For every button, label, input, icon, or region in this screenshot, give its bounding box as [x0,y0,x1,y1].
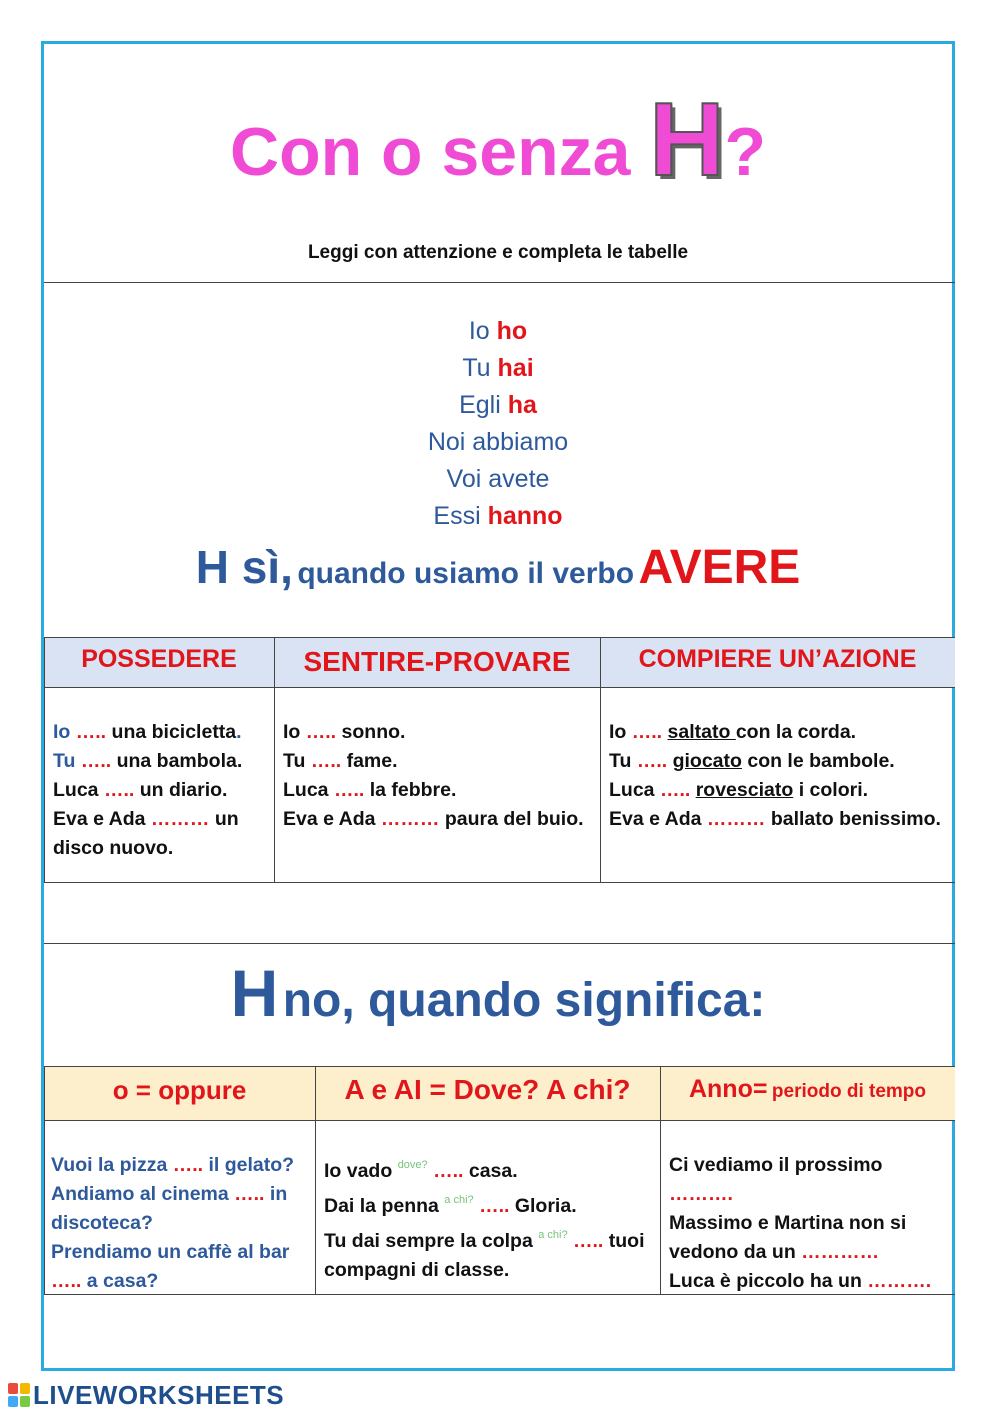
header-anno: Anno= periodo di tempo [688,1075,927,1103]
header-oppure: o = oppure [112,1075,247,1105]
page-title [41,82,955,198]
sentence: Io ….. saltato con la corda. [609,721,857,743]
header-a-ai: A e AI = Dove? A chi? [344,1074,631,1105]
table2-top-line [44,1066,955,1067]
sentence: Io ….. una bicicletta. [53,721,242,743]
oppure-sentences: Vuoi la pizza ….. il gelato? Andiamo al cinema ….. in discoteca? Prendiamo un caffè al bar ….. a casa? [51,1154,295,1292]
sentence: Luca ….. rovesciato i colori. [609,779,869,801]
title-big-h: H [649,82,725,198]
conjugation-list [41,313,955,535]
divider-middle [44,943,955,944]
conjugation-row: Egli ha [459,391,537,419]
h-si-heading: H sì, quando usiamo il verbo AVERE [195,541,801,594]
a-ai-sentences: Io vado $^{dove?}$ ….. casa. Dai la penna $^{a chi?}$ ….. Gloria. Tu dai sempre la colpa $^{a chi?}$ ….. tuoi compagni di classe. [324,1159,645,1281]
title-question-mark: ? [724,114,767,190]
conjugation-row: Essi hanno [433,502,563,530]
brand-name: LIVEWORKSHEETS [33,1379,285,1410]
table1-top-line [44,637,955,638]
logo-blocks-icon [8,1383,30,1407]
instructions: Leggi con attenzione e completa le tabelle [307,242,689,263]
sentire-sentences [283,718,595,834]
header-possedere: POSSEDERE [81,645,237,673]
anno-sentences: Ci vediamo il prossimo ………. Massimo e Martina non si vedono da un ………… Luca è piccolo ha un ………. [669,1154,932,1292]
sentence: Eva e Ada ……… paura del buio. [283,808,584,830]
table2-header-line [44,1120,955,1121]
sentence: Tu ….. una bambola. [53,750,243,772]
sentence: Tu ….. fame. [283,750,398,772]
divider-top [44,282,955,283]
liveworksheets-logo[interactable] [8,1381,284,1409]
sentence: Eva e Ada ……… ballato benissimo. [609,808,941,830]
possedere-sentences [53,718,268,863]
conjugation-row: Voi avete [446,465,550,493]
sentence: Tu ….. giocato con le bambole. [609,750,895,772]
table1-header-line [44,687,955,688]
header-sentire-provare: SENTIRE-PROVARE [303,646,571,677]
title-text: Con o senza [229,114,631,190]
sentence: Luca ….. la febbre. [283,779,457,801]
sentence: Eva e Ada ……… un disco nuovo. [53,808,239,859]
sentence: Io ….. sonno. [283,721,406,743]
compiere-sentences [609,718,953,834]
table1-bottom-line [44,882,955,883]
conjugation-row: Io ho [468,317,528,345]
header-compiere-azione: COMPIERE UN’AZIONE [638,645,917,673]
conjugation-row: Tu hai [462,354,534,382]
conjugation-row: Noi abbiamo [427,428,569,456]
sentence: Luca ….. un diario. [53,779,228,801]
h-no-heading: H no, quando significa: [230,956,766,1030]
